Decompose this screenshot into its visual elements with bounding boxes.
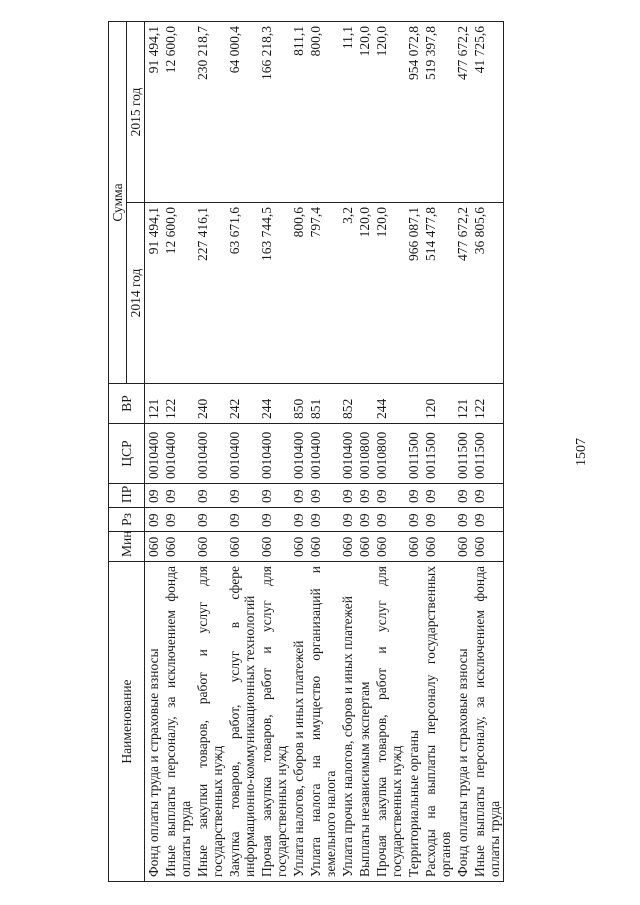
cell-vr: 122	[471, 384, 504, 424]
cell-vr: 120	[422, 384, 454, 424]
cell-sum-2015: 91 494,1	[145, 21, 163, 202]
cell-vr: 242	[226, 384, 258, 424]
cell-pr: 09	[405, 484, 422, 508]
header-sum: Сумма	[109, 21, 127, 383]
cell-rz: 09	[307, 508, 339, 532]
cell-rz: 09	[339, 508, 356, 532]
cell-pr: 09	[145, 484, 163, 508]
cell-min: 060	[356, 532, 373, 562]
cell-vr: 244	[258, 384, 290, 424]
cell-min: 060	[422, 532, 454, 562]
cell-sum-2015: 800,0	[307, 21, 339, 202]
cell-sum-2014: 163 744,5	[258, 203, 290, 384]
header-vr: ВР	[109, 384, 145, 424]
page-number: 1507	[574, 438, 589, 466]
cell-min: 060	[471, 532, 504, 562]
cell-name: Уплата налогов, сборов и иных платежей	[290, 562, 307, 882]
cell-pr: 09	[307, 484, 339, 508]
rotated-table-container	[108, 22, 568, 882]
cell-rz: 09	[194, 508, 226, 532]
cell-pr: 09	[454, 484, 471, 508]
cell-sum-2015: 230 218,7	[194, 21, 226, 202]
cell-rz: 09	[405, 508, 422, 532]
header-min: Мин	[109, 532, 145, 562]
cell-sum-2015: 41 725,6	[471, 21, 504, 202]
cell-sum-2014: 800,6	[290, 203, 307, 384]
cell-csr: 0010400	[258, 424, 290, 484]
cell-vr: 240	[194, 384, 226, 424]
cell-pr: 09	[162, 484, 194, 508]
table-row	[194, 21, 226, 881]
table-row	[454, 21, 471, 881]
cell-min: 060	[454, 532, 471, 562]
cell-sum-2014: 12 600,0	[162, 203, 194, 384]
cell-min: 060	[290, 532, 307, 562]
cell-csr: 0011500	[422, 424, 454, 484]
cell-rz: 09	[290, 508, 307, 532]
cell-name: Иные выплаты персоналу, за исключением фонда оплаты труда	[471, 562, 504, 882]
cell-min: 060	[226, 532, 258, 562]
cell-sum-2015: 477 672,2	[454, 21, 471, 202]
table-row	[258, 21, 290, 881]
cell-name: Прочая закупка товаров, работ и услуг для государственных нужд	[373, 562, 405, 882]
cell-vr	[405, 384, 422, 424]
cell-sum-2015: 12 600,0	[162, 21, 194, 202]
cell-sum-2015: 120,0	[356, 21, 373, 202]
cell-sum-2014: 227 416,1	[194, 203, 226, 384]
cell-sum-2014: 91 494,1	[145, 203, 163, 384]
cell-sum-2014: 120,0	[356, 203, 373, 384]
cell-name: Иные выплаты персоналу, за исключением фонда оплаты труда	[162, 562, 194, 882]
cell-sum-2015: 954 072,8	[405, 21, 422, 202]
table-row	[162, 21, 194, 881]
cell-csr: 0010400	[339, 424, 356, 484]
cell-vr: 121	[145, 384, 163, 424]
cell-sum-2014: 797,4	[307, 203, 339, 384]
cell-csr: 0010400	[162, 424, 194, 484]
cell-vr: 852	[339, 384, 356, 424]
table-row	[290, 21, 307, 881]
cell-vr: 851	[307, 384, 339, 424]
cell-pr: 09	[422, 484, 454, 508]
cell-rz: 09	[145, 508, 163, 532]
cell-pr: 09	[258, 484, 290, 508]
cell-pr: 09	[373, 484, 405, 508]
table-row	[422, 21, 454, 881]
cell-min: 060	[194, 532, 226, 562]
cell-pr: 09	[290, 484, 307, 508]
cell-csr: 0010400	[290, 424, 307, 484]
cell-name: Прочая закупка товаров, работ и услуг для государственных нужд	[258, 562, 290, 882]
cell-min: 060	[373, 532, 405, 562]
cell-sum-2014: 477 672,2	[454, 203, 471, 384]
budget-table	[108, 21, 504, 882]
cell-sum-2015: 64 000,4	[226, 21, 258, 202]
table-header	[109, 21, 145, 881]
table-row	[226, 21, 258, 881]
cell-min: 060	[258, 532, 290, 562]
cell-rz: 09	[356, 508, 373, 532]
cell-vr	[356, 384, 373, 424]
cell-name: Территориальные органы	[405, 562, 422, 882]
table-row	[373, 21, 405, 881]
cell-rz: 09	[422, 508, 454, 532]
cell-name: Иные закупки товаров, работ и услуг для государственных нужд	[194, 562, 226, 882]
header-year-2014: 2014 год	[127, 203, 145, 384]
cell-name: Уплата прочих налогов, сборов и иных платежей	[339, 562, 356, 882]
header-pr: ПР	[109, 484, 145, 508]
table-row	[471, 21, 504, 881]
cell-rz: 09	[373, 508, 405, 532]
cell-csr: 0011500	[454, 424, 471, 484]
cell-rz: 09	[258, 508, 290, 532]
cell-min: 060	[145, 532, 163, 562]
cell-rz: 09	[454, 508, 471, 532]
cell-min: 060	[339, 532, 356, 562]
header-csr: ЦСР	[109, 424, 145, 484]
cell-csr: 0010400	[307, 424, 339, 484]
table-row	[405, 21, 422, 881]
cell-sum-2015: 166 218,3	[258, 21, 290, 202]
cell-sum-2014: 966 087,1	[405, 203, 422, 384]
cell-name: Фонд оплаты труда и страховые взносы	[454, 562, 471, 882]
header-year-2015: 2015 год	[127, 21, 145, 202]
cell-sum-2015: 120,0	[373, 21, 405, 202]
cell-pr: 09	[226, 484, 258, 508]
cell-name: Расходы на выплаты персоналу государственных органов	[422, 562, 454, 882]
cell-sum-2015: 11,1	[339, 21, 356, 202]
header-rz: Рз	[109, 508, 145, 532]
cell-sum-2015: 519 397,8	[422, 21, 454, 202]
cell-sum-2014: 514 477,8	[422, 203, 454, 384]
cell-csr: 0010800	[373, 424, 405, 484]
cell-name: Уплата налога на имущество организаций и земельного налога	[307, 562, 339, 882]
cell-vr: 122	[162, 384, 194, 424]
cell-vr: 121	[454, 384, 471, 424]
cell-rz: 09	[226, 508, 258, 532]
cell-vr: 850	[290, 384, 307, 424]
cell-sum-2015: 811,1	[290, 21, 307, 202]
table-row	[307, 21, 339, 881]
cell-pr: 09	[471, 484, 504, 508]
cell-rz: 09	[162, 508, 194, 532]
table-row	[339, 21, 356, 881]
cell-vr: 244	[373, 384, 405, 424]
cell-name: Выплаты независимым экспертам	[356, 562, 373, 882]
cell-sum-2014: 3,2	[339, 203, 356, 384]
table-row	[356, 21, 373, 881]
cell-pr: 09	[194, 484, 226, 508]
cell-sum-2014: 63 671,6	[226, 203, 258, 384]
cell-name: Закупка товаров, работ, услуг в сфере информационно-коммуникационных технологий	[226, 562, 258, 882]
cell-csr: 0010400	[145, 424, 163, 484]
cell-csr: 0011500	[471, 424, 504, 484]
cell-csr: 0010400	[194, 424, 226, 484]
cell-csr: 0010800	[356, 424, 373, 484]
cell-pr: 09	[356, 484, 373, 508]
cell-min: 060	[405, 532, 422, 562]
header-name: Наименование	[109, 562, 145, 882]
cell-sum-2014: 120,0	[373, 203, 405, 384]
cell-min: 060	[307, 532, 339, 562]
cell-name: Фонд оплаты труда и страховые взносы	[145, 562, 163, 882]
table-body	[145, 21, 504, 881]
cell-sum-2014: 36 805,6	[471, 203, 504, 384]
cell-pr: 09	[339, 484, 356, 508]
cell-min: 060	[162, 532, 194, 562]
cell-csr: 0010400	[226, 424, 258, 484]
cell-rz: 09	[471, 508, 504, 532]
cell-csr: 0011500	[405, 424, 422, 484]
table-row	[145, 21, 163, 881]
